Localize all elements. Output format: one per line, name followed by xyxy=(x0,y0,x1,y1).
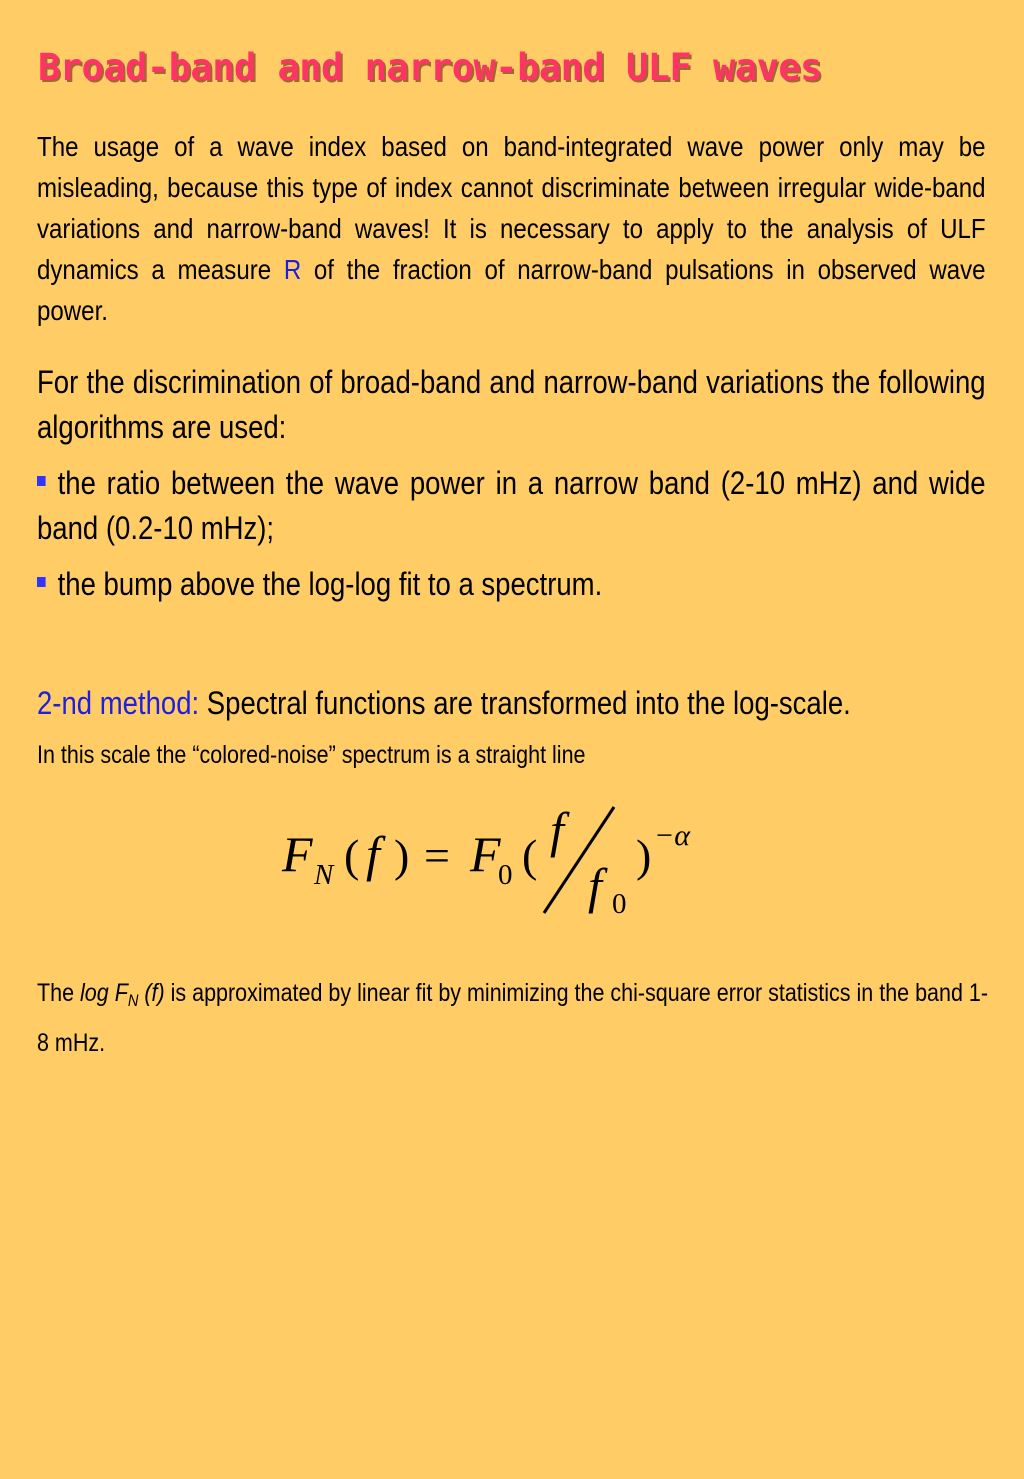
intro-text-after: of the fraction of narrow-band pulsations in observed wave power. xyxy=(37,254,986,326)
bullet-square-icon xyxy=(37,476,46,486)
bullet-square-icon xyxy=(37,577,46,587)
fit-the: The xyxy=(37,979,81,1007)
formula-N-subscript: N xyxy=(314,859,334,891)
r-symbol: R xyxy=(283,254,302,285)
spectrum-formula xyxy=(270,795,710,920)
formula-numerator: f xyxy=(550,802,564,858)
formula-F: F xyxy=(282,826,313,882)
intro-paragraph xyxy=(37,126,986,331)
bullet-text: the bump above the log-log fit to a spectrum. xyxy=(57,566,603,602)
formula-exponent: −α xyxy=(654,819,690,852)
bullet-item-bump xyxy=(37,562,986,607)
bullet-text: the ratio between the wave power in a narrow band (2-10 mHz) and wide band (0.2-10 mHz); xyxy=(37,465,986,546)
method-2-subtext: In this scale the “colored-noise” spectrum is a straight line xyxy=(37,741,586,769)
method-2-label: 2-nd method: xyxy=(37,685,200,721)
fit-f-paren: (f) xyxy=(138,979,165,1007)
fit-rest: is approximated by linear fit by minimizing the chi-square error statistics in the band 1-8 mHz. xyxy=(37,979,989,1057)
fit-paragraph xyxy=(37,972,996,1064)
formula-f: f xyxy=(366,826,380,882)
formula-paren-close: ) xyxy=(636,830,652,881)
formula-F0: F xyxy=(470,826,501,882)
formula-lparen: ( xyxy=(344,830,360,881)
page-title: Broad-band and narrow-band ULF waves xyxy=(38,46,822,89)
formula-paren-open: ( xyxy=(522,830,538,881)
fit-log-f: log F xyxy=(80,979,128,1007)
formula-rparen: ) xyxy=(394,830,410,881)
formula-denominator-subscript: 0 xyxy=(612,888,627,920)
method-2-line xyxy=(37,683,851,723)
formula-denominator: f xyxy=(588,858,602,914)
intro-text-before: The usage of a wave index based on band-integrated wave power only may be misleading, because this type of index cannot discriminate between irregular wide-band variations and narrow-band waves! It is necessary to apply to the analysis of ULF dynamics a measure xyxy=(37,131,986,285)
fit-n-subscript: N xyxy=(127,991,139,1010)
discrimination-paragraph: For the discrimination of broad-band and narrow-band variations the following algorithms are used: xyxy=(37,364,986,445)
bullet-item-ratio xyxy=(37,461,986,551)
formula-F0-subscript: 0 xyxy=(498,859,513,891)
formula-equals: = xyxy=(424,830,450,881)
method-2-text: Spectral functions are transformed into the log-scale. xyxy=(199,685,851,721)
